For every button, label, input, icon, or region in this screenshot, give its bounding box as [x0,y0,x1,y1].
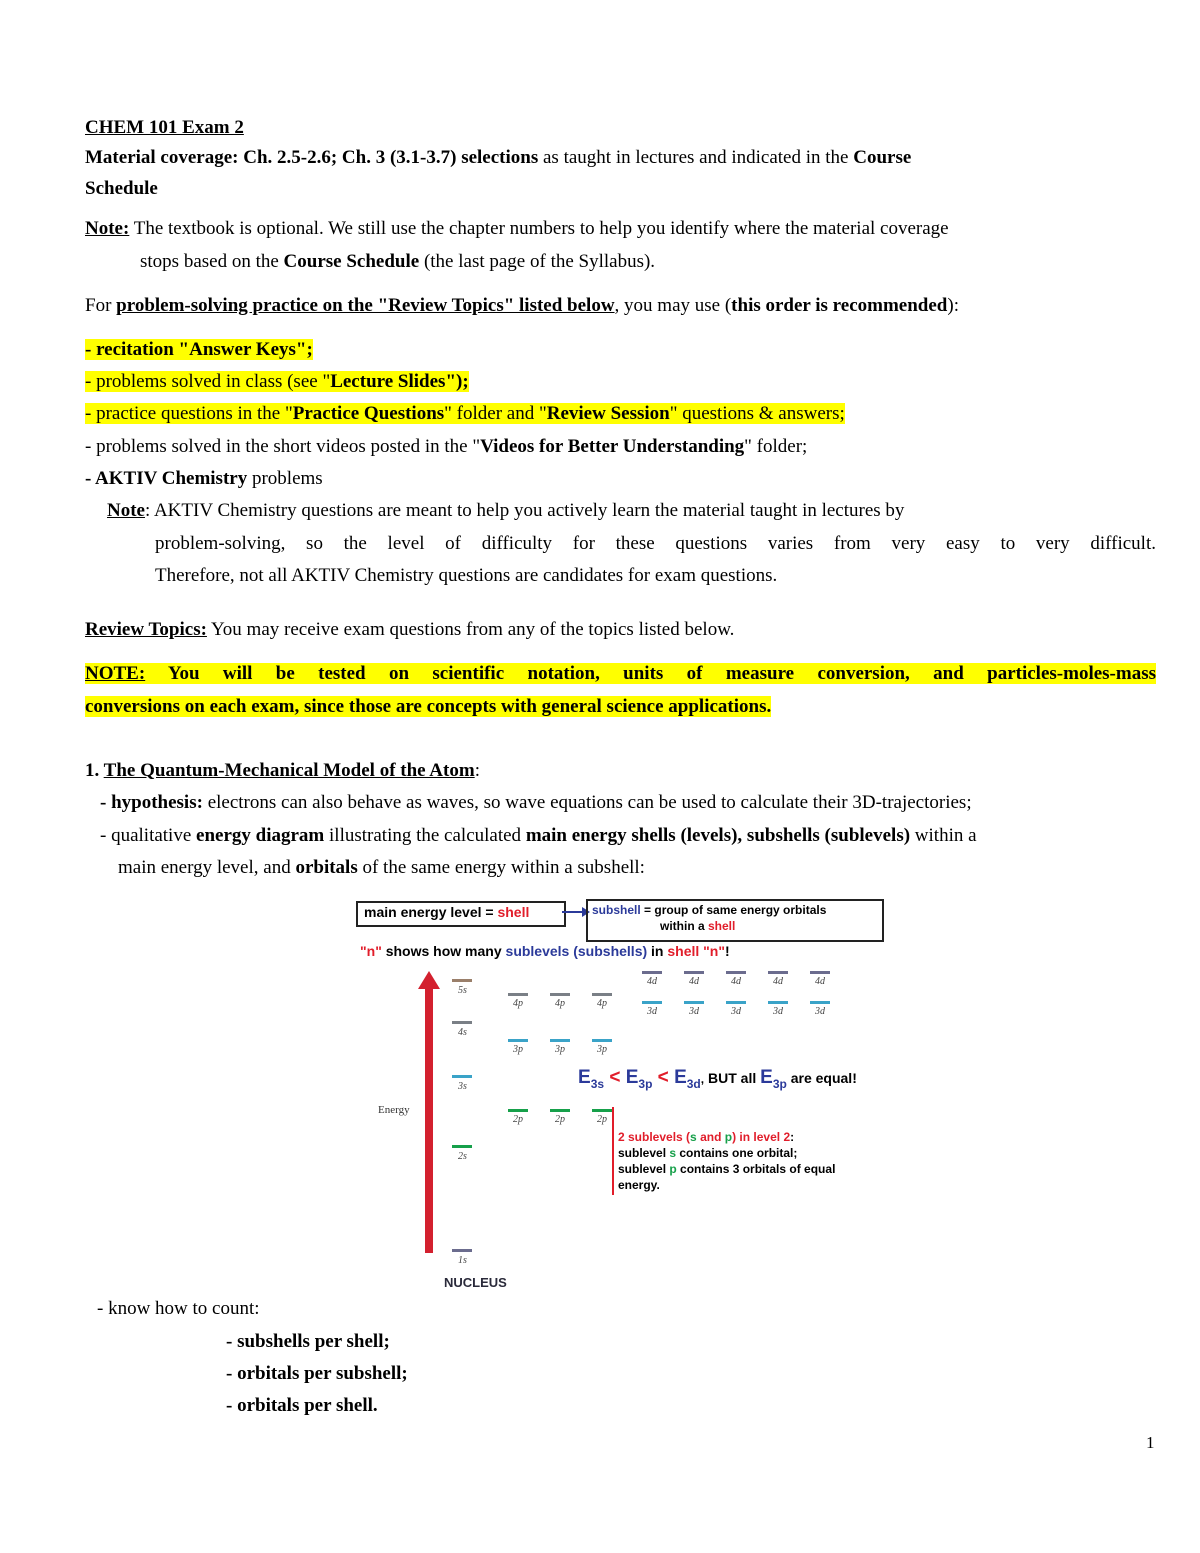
label-2p-2: 2p [555,1114,565,1125]
level-3d-4 [768,1001,788,1004]
label-3s: 3s [458,1081,467,1092]
section1-heading: 1. The Quantum-Mechanical Model of the Atom: [85,760,480,781]
level-2p-1 [508,1109,528,1112]
note2-line3: Therefore, not all AKTIV Chemistry questions are candidates for exam questions. [155,565,778,586]
coverage-schedule: Schedule [85,178,158,199]
note1-label: Note: [85,218,130,239]
count-lead: - know how to count: [97,1298,260,1319]
note2-line1: Note: AKTIV Chemistry questions are meant to help you actively learn the material taught in lectures by [107,500,905,521]
level-3p-2 [550,1039,570,1042]
label-4s: 4s [458,1027,467,1038]
level-4d-1 [642,971,662,974]
practice-line [85,293,959,319]
level-3s [452,1075,472,1078]
resource-4: - problems solved in the short videos posted in the "Videos for Better Understanding" folder; [85,436,808,457]
label-3d-4: 3d [773,1006,783,1017]
resource-3: - practice questions in the "Practice Questions" folder and "Review Session" questions & answers; [85,403,845,424]
energy-arrow-icon [418,971,440,1253]
level2-note: 2 sublevels (s and p) in level 2: sublevel s contains one orbital; sublevel p contains 3 orbitals of equal energy. [618,1130,836,1192]
n-sublevels-caption: "n" shows how many sublevels (subshells) in shell "n"! [360,943,730,959]
label-4d-1: 4d [647,976,657,987]
practice-bold: this order is recommended [731,295,948,316]
label-3p-1: 3p [513,1044,523,1055]
level-2p-2 [550,1109,570,1112]
resource-2: - problems solved in class (see "Lecture Slides"); [85,371,469,392]
level-1s [452,1249,472,1252]
level-4d-3 [726,971,746,974]
qualitative-line1: - qualitative energy diagram illustrating the calculated main energy shells (levels), subshells (sublevels) within a [100,825,977,846]
count-orbitals-subshell: - orbitals per subshell; [226,1363,408,1384]
label-3d-3: 3d [731,1006,741,1017]
energy-ordering: $E_{3s} < E_{3p} < E_{3d}$, BUT all $E_{3p}$ are equal! [578,1067,857,1091]
practice-lead: For [85,295,117,316]
level-4d-2 [684,971,704,974]
label-4p-2: 4p [555,998,565,1009]
label-4d-5: 4d [815,976,825,987]
note1-line1 [85,216,949,242]
level-5s [452,979,472,982]
note1-text2b: Course Schedule [283,251,420,272]
coverage-mid: as taught in lectures and indicated in the [538,147,854,168]
hypothesis-line: - hypothesis: electrons can also behave as waves, so wave equations can be used to calculate their 3D-trajectories; [100,792,972,813]
level-2p-3 [592,1109,612,1112]
resource-5: - AKTIV Chemistry problems [85,468,323,489]
level-3d-5 [810,1001,830,1004]
practice-end: ): [947,295,959,316]
label-3d-1: 3d [647,1006,657,1017]
review-line: Review Topics: You may receive exam questions from any of the topics listed below. [85,619,735,640]
count-orbitals-shell: - orbitals per shell. [226,1395,378,1416]
practice-mid: , you may use ( [614,295,732,316]
page-number: 1 [1146,1433,1155,1452]
subshell-box: subshell = group of same energy orbitals within a shell [586,899,884,942]
level-3p-3 [592,1039,612,1042]
level-3p-1 [508,1039,528,1042]
note1-text1: The textbook is optional. We still use the chapter numbers to help you identify where the material coverage [129,218,949,239]
label-4p-3: 4p [597,998,607,1009]
level-2s [452,1145,472,1148]
label-1s: 1s [458,1255,467,1266]
level-4d-5 [810,971,830,974]
label-4d-4: 4d [773,976,783,987]
note1-line2 [140,249,655,275]
coverage-lead: Material coverage: Ch. 2.5-2.6; Ch. 3 (3.1-3.7) selections [85,147,539,168]
label-3p-3: 3p [597,1044,607,1055]
label-3d-2: 3d [689,1006,699,1017]
level-4s [452,1021,472,1024]
level-4p-3 [592,993,612,996]
label-2p-3: 2p [597,1114,607,1125]
label-4d-3: 4d [731,976,741,987]
note3-line2: conversions on each exam, since those are concepts with general science applications. [85,696,772,717]
label-5s: 5s [458,985,467,996]
label-3p-2: 3p [555,1044,565,1055]
energy-diagram [340,895,900,1295]
label-4p-1: 4p [513,998,523,1009]
note2-line2: problem-solving, so the level of difficulty for these questions varies from very easy to very difficult. [155,533,1156,554]
exam-title: CHEM 101 Exam 2 [85,117,244,138]
label-4d-2: 4d [689,976,699,987]
label-2s: 2s [458,1151,467,1162]
resource-1: - recitation "Answer Keys"; [85,339,313,360]
level-3d-3 [726,1001,746,1004]
main-energy-level-box: main energy level = shell [356,901,566,927]
energy-axis-label: Energy [378,1104,410,1116]
level-3d-2 [684,1001,704,1004]
practice-link: problem-solving practice on the "Review Topics" listed below [116,295,615,316]
coverage-line [85,145,911,171]
nucleus-label: NUCLEUS [444,1275,507,1290]
level-4p-1 [508,993,528,996]
count-subshells: - subshells per shell; [226,1331,390,1352]
note1-text2c: (the last page of the Syllabus). [419,251,656,272]
label-2p-1: 2p [513,1114,523,1125]
level-4d-4 [768,971,788,974]
note1-text2a: stops based on the [140,251,284,272]
note3-line1: NOTE: You will be tested on scientific notation, units of measure conversion, and particles-moles-mass [85,663,1156,684]
level2-bracket [612,1107,614,1195]
level-4p-2 [550,993,570,996]
coverage-course: Course [853,147,912,168]
label-3d-5: 3d [815,1006,825,1017]
level-3d-1 [642,1001,662,1004]
qualitative-line2: main energy level, and orbitals of the same energy within a subshell: [118,857,645,878]
